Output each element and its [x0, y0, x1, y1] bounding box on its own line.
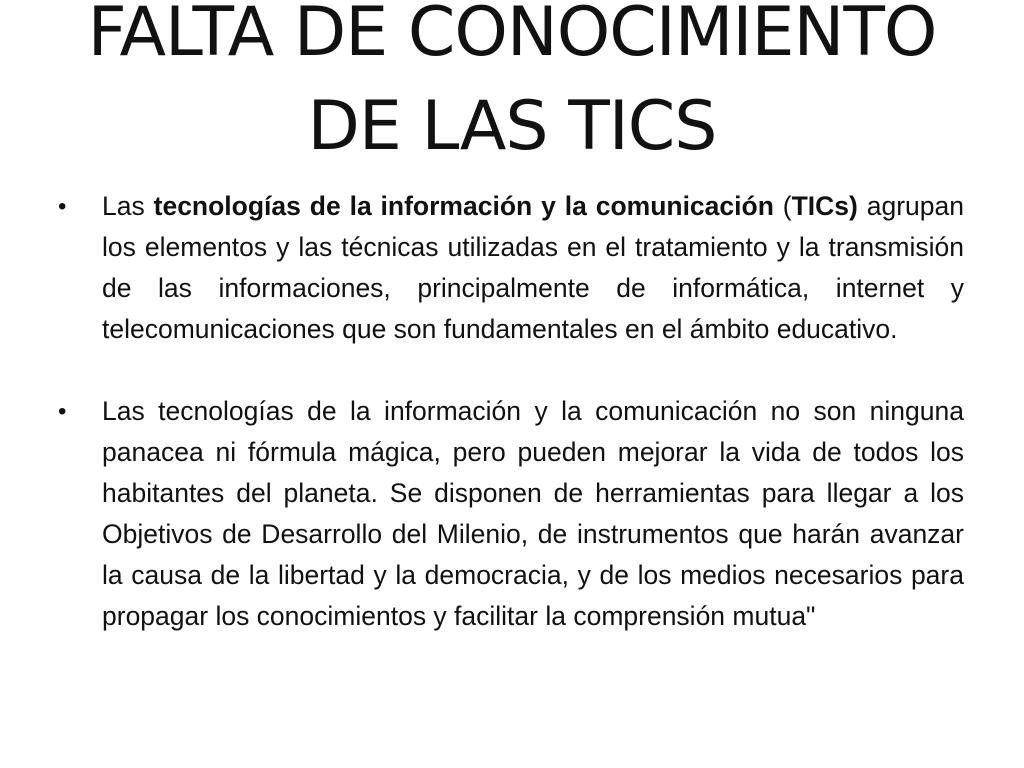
bullet-item-tics-benefits	[52, 391, 964, 637]
bullet-item-tics-definition	[52, 186, 964, 350]
bullet-1-bold-term: tecnologías de la información y la comunicación	[153, 191, 774, 221]
bullet-1-text-c: agrupan los elementos y las técnicas utilizadas en el tratamiento y la transmisión de las informaciones, principalmente de informática, internet y telecomunicaciones que son fundamentales en el ámbito educativo.	[102, 191, 964, 344]
slide-title	[0, 0, 1024, 174]
bullet-1-bold-acronym: TICs)	[791, 191, 858, 221]
slide-title-line-1: FALTA DE CONOCIMIENTO	[87, 0, 937, 72]
bullet-list	[52, 186, 964, 637]
slide-title-line-2: DE LAS TICS	[307, 87, 717, 166]
bullet-1-text-a: Las	[102, 191, 154, 221]
bullet-2-text: Las tecnologías de la información y la comunicación no son ninguna panacea ni fórmula mágica, pero pueden mejorar la vida de todos los habitantes del planeta. Se disponen de herramientas para llegar a los Objetivos de Desarrollo del Milenio, de instrumentos que harán avanzar la causa de la libertad y la democracia, y de los medios necesarios para propagar los conocimientos y facilitar la comprensión mutua"	[102, 396, 964, 631]
bullet-1-text-b: (	[773, 191, 792, 221]
bullet-icon: •	[58, 193, 67, 220]
bullet-icon: •	[58, 398, 67, 425]
